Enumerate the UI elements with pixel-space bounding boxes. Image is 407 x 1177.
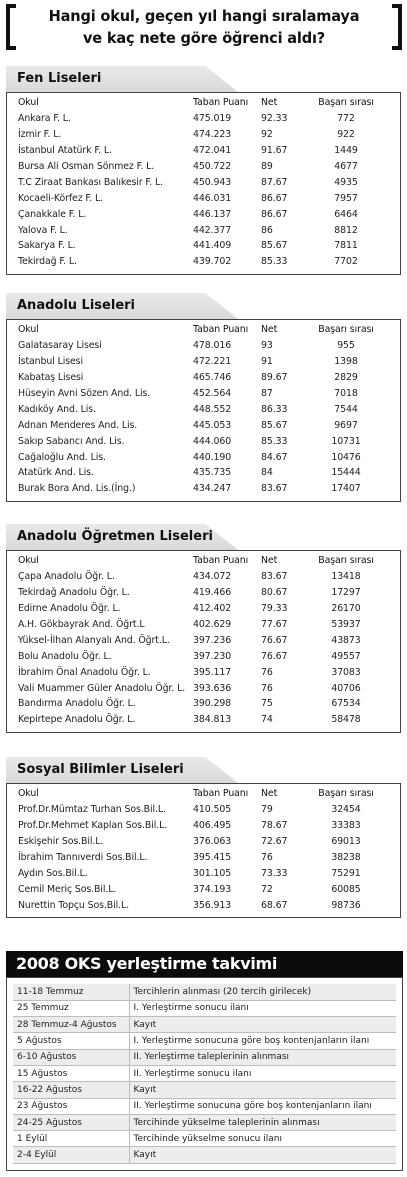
calendar-row bbox=[13, 1065, 396, 1081]
calendar-row bbox=[13, 1017, 396, 1033]
success-rank: 2829 bbox=[334, 372, 358, 384]
school-name: Edirne Anadolu Öğr. L. bbox=[18, 603, 121, 615]
base-score: 434.072 bbox=[193, 571, 232, 583]
net-score: 75 bbox=[261, 698, 273, 710]
section-table-box bbox=[6, 319, 401, 502]
success-rank: 69013 bbox=[331, 836, 361, 848]
base-score: 440.190 bbox=[193, 451, 232, 463]
calendar-row bbox=[13, 1082, 396, 1098]
net-score: 76.67 bbox=[261, 650, 288, 662]
calendar-event: Kayıt bbox=[129, 1147, 396, 1163]
calendar-event: Tercihinde yükselme taleplerinin alınması bbox=[129, 1114, 396, 1130]
success-rank: 7018 bbox=[334, 388, 358, 399]
success-rank: 4677 bbox=[334, 161, 358, 172]
title-line-1: Hangi okul, geçen yıl hangi sıralamaya bbox=[48, 7, 360, 25]
base-score: 435.735 bbox=[193, 467, 232, 479]
calendar-row bbox=[13, 1131, 396, 1147]
success-rank: 37083 bbox=[331, 666, 361, 678]
school-name: Eskişehir Sos.Bil.L. bbox=[18, 836, 104, 848]
net-score: 89.67 bbox=[261, 372, 288, 384]
school-name: Prof.Dr.Mümtaz Turhan Sos.Bil.L. bbox=[18, 804, 166, 816]
net-score: 87.67 bbox=[261, 176, 288, 188]
calendar-title: 2008 OKS yerleştirme takvimi bbox=[6, 951, 403, 977]
net-score: 92.33 bbox=[261, 113, 288, 125]
net-score: 76.67 bbox=[261, 634, 288, 646]
section-fen-liseleri bbox=[6, 66, 401, 275]
success-rank: 7544 bbox=[334, 403, 358, 415]
base-score: 395.415 bbox=[193, 852, 232, 863]
net-score: 74 bbox=[261, 714, 273, 726]
table-row bbox=[7, 680, 400, 696]
base-score: 472.221 bbox=[193, 356, 232, 368]
section-tab bbox=[6, 66, 238, 92]
table-header-row bbox=[7, 322, 400, 338]
table-row bbox=[7, 712, 400, 728]
table-row bbox=[7, 111, 400, 127]
school-name: Yalova F. L. bbox=[18, 224, 68, 236]
base-score: 393.636 bbox=[193, 682, 232, 694]
school-name: T.C Ziraat Bankası Balıkesir F. L. bbox=[18, 176, 163, 188]
base-score: 406.495 bbox=[193, 820, 232, 832]
section-title: Fen Liseleri bbox=[17, 71, 102, 86]
school-name: Bandırma Anadolu Öğr. L. bbox=[18, 698, 136, 710]
net-score: 87 bbox=[261, 388, 273, 399]
school-name: Çapa Anadolu Öğr. L. bbox=[18, 571, 115, 583]
calendar-event: Tercihlerin alınması (20 tercih girilecek) bbox=[129, 984, 396, 1000]
school-name: Cemil Meriç Sos.Bil.L. bbox=[18, 883, 117, 895]
net-score: 79 bbox=[261, 804, 273, 816]
section-title: Sosyal Bilimler Liseleri bbox=[17, 762, 184, 777]
base-score: 356.913 bbox=[193, 899, 232, 911]
base-score: 450.722 bbox=[193, 161, 232, 172]
left-bracket bbox=[6, 4, 16, 50]
success-rank: 38238 bbox=[331, 852, 361, 863]
calendar-row bbox=[13, 1147, 396, 1163]
calendar-event: II. Yerleştirme taleplerinin alınması bbox=[129, 1049, 396, 1065]
base-score: 450.943 bbox=[193, 176, 232, 188]
column-header-net: Net bbox=[261, 97, 278, 109]
school-name: Cağaloğlu And. Lis. bbox=[18, 451, 106, 463]
column-header-base-score: Taban Puanı bbox=[193, 788, 249, 800]
column-header-school: Okul bbox=[18, 555, 39, 567]
table-row bbox=[7, 881, 400, 897]
base-score: 445.053 bbox=[193, 419, 232, 431]
net-score: 86.67 bbox=[261, 192, 288, 204]
success-rank: 7702 bbox=[334, 256, 358, 268]
success-rank: 1398 bbox=[334, 356, 358, 368]
calendar-date: 2-4 Eylül bbox=[13, 1147, 129, 1163]
section-table-box bbox=[6, 783, 401, 918]
school-name: İstanbul Atatürk F. L. bbox=[18, 145, 112, 157]
success-rank: 922 bbox=[337, 129, 355, 141]
school-name: Galatasaray Lisesi bbox=[18, 340, 102, 352]
net-score: 85.67 bbox=[261, 419, 288, 431]
success-rank: 40706 bbox=[331, 682, 361, 694]
base-score: 448.552 bbox=[193, 403, 232, 415]
success-rank: 17407 bbox=[331, 483, 361, 495]
table-row bbox=[7, 481, 400, 497]
calendar-box bbox=[6, 977, 403, 1171]
school-name: Burak Bora And. Lis.(İng.) bbox=[18, 483, 136, 495]
column-header-rank: Başarı sırası bbox=[318, 324, 374, 336]
section-title: Anadolu Öğretmen Liseleri bbox=[17, 529, 213, 544]
calendar-event: II. Yerleştirme sonucu ilanı bbox=[129, 1065, 396, 1081]
net-score: 68.67 bbox=[261, 899, 288, 911]
school-name: Ankara F. L. bbox=[18, 113, 71, 125]
table-row bbox=[7, 865, 400, 881]
table-row bbox=[7, 664, 400, 680]
net-score: 85.33 bbox=[261, 256, 288, 268]
net-score: 83.67 bbox=[261, 571, 288, 583]
page-title bbox=[31, 5, 377, 49]
success-rank: 6464 bbox=[334, 208, 358, 220]
base-score: 412.402 bbox=[193, 603, 232, 615]
calendar-date: 6-10 Ağustos bbox=[13, 1049, 129, 1065]
base-score: 376.063 bbox=[193, 836, 232, 848]
base-score: 441.409 bbox=[193, 240, 232, 252]
net-score: 76 bbox=[261, 682, 273, 694]
base-score: 439.702 bbox=[193, 256, 232, 268]
table-row bbox=[7, 696, 400, 712]
net-score: 91 bbox=[261, 356, 273, 368]
base-score: 475.019 bbox=[193, 113, 232, 125]
base-score: 442.377 bbox=[193, 224, 232, 236]
calendar-row bbox=[13, 984, 396, 1000]
net-score: 76 bbox=[261, 852, 273, 863]
success-rank: 4935 bbox=[334, 176, 358, 188]
section-title: Anadolu Liseleri bbox=[17, 298, 135, 313]
section-tab bbox=[6, 293, 238, 319]
table-row bbox=[7, 897, 400, 913]
success-rank: 7957 bbox=[334, 192, 358, 204]
calendar-row bbox=[13, 1000, 396, 1016]
calendar-date: 15 Ağustos bbox=[13, 1065, 129, 1081]
base-score: 410.505 bbox=[193, 804, 232, 816]
right-bracket bbox=[392, 4, 402, 50]
school-name: Kocaeli-Körfez F. L. bbox=[18, 192, 103, 204]
base-score: 446.031 bbox=[193, 192, 232, 204]
net-score: 86.67 bbox=[261, 208, 288, 220]
net-score: 77.67 bbox=[261, 619, 288, 630]
base-score: 452.564 bbox=[193, 388, 232, 399]
section-anadolu-ogretmen-liseleri bbox=[6, 524, 401, 733]
table-row bbox=[7, 601, 400, 617]
table-row bbox=[7, 585, 400, 601]
school-table bbox=[7, 322, 400, 497]
section-anadolu-liseleri bbox=[6, 293, 401, 502]
school-name: Çanakkale F. L. bbox=[18, 208, 87, 220]
table-header-row bbox=[7, 95, 400, 111]
net-score: 80.67 bbox=[261, 587, 288, 599]
net-score: 92 bbox=[261, 129, 273, 141]
table-row bbox=[7, 802, 400, 818]
table-header-row bbox=[7, 553, 400, 569]
calendar-date: 1 Eylül bbox=[13, 1131, 129, 1147]
table-row bbox=[7, 569, 400, 585]
net-score: 89 bbox=[261, 161, 273, 172]
base-score: 397.230 bbox=[193, 650, 232, 662]
column-header-net: Net bbox=[261, 788, 278, 800]
school-name: Sakarya F. L. bbox=[18, 240, 76, 252]
section-sosyal-bilimler-liseleri bbox=[6, 757, 401, 918]
table-row bbox=[7, 632, 400, 648]
calendar-row bbox=[13, 1114, 396, 1130]
table-row bbox=[7, 222, 400, 238]
column-header-rank: Başarı sırası bbox=[318, 97, 374, 109]
table-row bbox=[7, 834, 400, 850]
school-name: Prof.Dr.Mehmet Kaplan Sos.Bil.L. bbox=[18, 820, 168, 832]
school-name: İbrahim Önal Anadolu Öğr. L. bbox=[18, 666, 151, 678]
net-score: 83.67 bbox=[261, 483, 288, 495]
calendar-table bbox=[13, 984, 396, 1164]
success-rank: 10476 bbox=[331, 451, 361, 463]
calendar-date: 28 Temmuz-4 Ağustos bbox=[13, 1017, 129, 1033]
school-name: Hüseyin Avni Sözen And. Lis. bbox=[18, 388, 151, 399]
base-score: 444.060 bbox=[193, 435, 232, 447]
school-name: İbrahim Tannıverdi Sos.Bil.L. bbox=[18, 852, 148, 863]
base-score: 397.236 bbox=[193, 634, 232, 646]
net-score: 73.33 bbox=[261, 867, 288, 879]
success-rank: 772 bbox=[337, 113, 355, 125]
table-row bbox=[7, 818, 400, 834]
table-row bbox=[7, 401, 400, 417]
table-row bbox=[7, 386, 400, 402]
success-rank: 9697 bbox=[334, 419, 358, 431]
net-score: 93 bbox=[261, 340, 273, 352]
calendar-event: II. Yerleştirme sonucuna göre boş kontenjanların ilanı bbox=[129, 1098, 396, 1114]
calendar-date: 25 Temmuz bbox=[13, 1000, 129, 1016]
table-row bbox=[7, 433, 400, 449]
table-row bbox=[7, 370, 400, 386]
calendar-event: Tercihinde yükselme sonucu ilanı bbox=[129, 1131, 396, 1147]
calendar-date: 23 Ağustos bbox=[13, 1098, 129, 1114]
school-table bbox=[7, 95, 400, 270]
table-row bbox=[7, 206, 400, 222]
net-score: 76 bbox=[261, 666, 273, 678]
table-header-row bbox=[7, 786, 400, 802]
school-name: Sakıp Sabancı And. Lis. bbox=[18, 435, 125, 447]
column-header-school: Okul bbox=[18, 97, 39, 109]
net-score: 84 bbox=[261, 467, 273, 479]
base-score: 465.746 bbox=[193, 372, 232, 384]
column-header-rank: Başarı sırası bbox=[318, 788, 374, 800]
school-name: Vali Muammer Güler Anadolu Öğr. L. bbox=[18, 682, 186, 694]
success-rank: 955 bbox=[337, 340, 355, 352]
net-score: 79.33 bbox=[261, 603, 288, 615]
title-line-2: ve kaç nete göre öğrenci aldı? bbox=[82, 29, 326, 47]
base-score: 419.466 bbox=[193, 587, 232, 599]
success-rank: 32454 bbox=[331, 804, 361, 816]
success-rank: 15444 bbox=[331, 467, 361, 479]
column-header-net: Net bbox=[261, 555, 278, 567]
section-table-box bbox=[6, 550, 401, 733]
table-row bbox=[7, 159, 400, 175]
success-rank: 33383 bbox=[331, 820, 361, 832]
school-name: Atatürk And. Lis. bbox=[18, 467, 94, 479]
table-row bbox=[7, 354, 400, 370]
net-score: 78.67 bbox=[261, 820, 288, 832]
base-score: 446.137 bbox=[193, 208, 232, 220]
column-header-net: Net bbox=[261, 324, 278, 336]
calendar-event: I. Yerleştirme sonucu ilanı bbox=[129, 1000, 396, 1016]
net-score: 72 bbox=[261, 883, 273, 895]
calendar-date: 24-25 Ağustos bbox=[13, 1114, 129, 1130]
success-rank: 53937 bbox=[331, 619, 361, 630]
table-row bbox=[7, 174, 400, 190]
school-name: Nurettin Topçu Sos.Bil.L. bbox=[18, 899, 130, 911]
table-row bbox=[7, 127, 400, 143]
school-name: Adnan Menderes And. Lis. bbox=[18, 419, 138, 431]
column-header-school: Okul bbox=[18, 788, 39, 800]
table-row bbox=[7, 190, 400, 206]
net-score: 86.33 bbox=[261, 403, 288, 415]
base-score: 374.193 bbox=[193, 883, 232, 895]
school-name: İzmir F. L. bbox=[18, 129, 62, 141]
base-score: 395.117 bbox=[193, 666, 232, 678]
net-score: 84.67 bbox=[261, 451, 288, 463]
table-row bbox=[7, 417, 400, 433]
success-rank: 98736 bbox=[331, 899, 361, 911]
calendar-row bbox=[13, 1098, 396, 1114]
success-rank: 75291 bbox=[331, 867, 361, 879]
calendar-date: 11-18 Temmuz bbox=[13, 984, 129, 1000]
base-score: 301.105 bbox=[193, 867, 232, 879]
calendar-date: 16-22 Ağustos bbox=[13, 1082, 129, 1098]
school-name: Tekirdağ Anadolu Öğr. L. bbox=[18, 587, 130, 599]
net-score: 91.67 bbox=[261, 145, 288, 157]
calendar-event: Kayıt bbox=[129, 1082, 396, 1098]
school-name: Bursa Ali Osman Sönmez F. L. bbox=[18, 161, 155, 172]
column-header-school: Okul bbox=[18, 324, 39, 336]
school-table bbox=[7, 786, 400, 913]
table-row bbox=[7, 238, 400, 254]
table-row bbox=[7, 254, 400, 270]
column-header-base-score: Taban Puanı bbox=[193, 555, 249, 567]
success-rank: 67534 bbox=[331, 698, 361, 710]
school-name: İstanbul Lisesi bbox=[18, 356, 83, 368]
net-score: 85.33 bbox=[261, 435, 288, 447]
success-rank: 43873 bbox=[331, 634, 361, 646]
table-row bbox=[7, 143, 400, 159]
base-score: 478.016 bbox=[193, 340, 232, 352]
table-row bbox=[7, 338, 400, 354]
table-row bbox=[7, 617, 400, 633]
success-rank: 60085 bbox=[331, 883, 361, 895]
school-name: A.H. Gökbayrak And. Öğrt.L bbox=[18, 619, 145, 630]
column-header-base-score: Taban Puanı bbox=[193, 324, 249, 336]
calendar-row bbox=[13, 1033, 396, 1049]
school-name: Yüksel-İlhan Alanyalı And. Öğrt.L. bbox=[18, 634, 170, 646]
net-score: 86 bbox=[261, 224, 273, 236]
success-rank: 26170 bbox=[331, 603, 361, 615]
success-rank: 8812 bbox=[334, 224, 358, 236]
calendar-event: I. Yerleştirme sonucuna göre boş kontenjanların ilanı bbox=[129, 1033, 396, 1049]
school-name: Kadıköy And. Lis. bbox=[18, 403, 96, 415]
table-row bbox=[7, 850, 400, 866]
school-name: Kabataş Lisesi bbox=[18, 372, 84, 384]
placement-calendar bbox=[6, 951, 403, 1171]
section-tab bbox=[6, 524, 238, 550]
base-score: 384.813 bbox=[193, 714, 232, 726]
column-header-rank: Başarı sırası bbox=[318, 555, 374, 567]
calendar-date: 5 Ağustos bbox=[13, 1033, 129, 1049]
success-rank: 58478 bbox=[331, 714, 361, 726]
success-rank: 49557 bbox=[331, 650, 361, 662]
table-row bbox=[7, 648, 400, 664]
net-score: 85.67 bbox=[261, 240, 288, 252]
base-score: 402.629 bbox=[193, 619, 232, 630]
section-tab bbox=[6, 757, 238, 783]
base-score: 434.247 bbox=[193, 483, 232, 495]
page-header bbox=[6, 4, 402, 54]
base-score: 474.223 bbox=[193, 129, 232, 141]
school-table bbox=[7, 553, 400, 728]
section-table-box bbox=[6, 92, 401, 275]
success-rank: 17297 bbox=[331, 587, 361, 599]
success-rank: 7811 bbox=[334, 240, 358, 252]
base-score: 390.298 bbox=[193, 698, 232, 710]
school-name: Tekirdağ F. L. bbox=[18, 256, 77, 268]
school-name: Bolu Anadolu Öğr. L. bbox=[18, 650, 112, 662]
base-score: 472.041 bbox=[193, 145, 232, 157]
calendar-row bbox=[13, 1049, 396, 1065]
success-rank: 1449 bbox=[334, 145, 358, 157]
success-rank: 10731 bbox=[331, 435, 361, 447]
school-name: Aydın Sos.Bil.L. bbox=[18, 867, 88, 879]
calendar-event: Kayıt bbox=[129, 1017, 396, 1033]
column-header-base-score: Taban Puanı bbox=[193, 97, 249, 109]
table-row bbox=[7, 465, 400, 481]
success-rank: 13418 bbox=[331, 571, 361, 583]
net-score: 72.67 bbox=[261, 836, 288, 848]
table-row bbox=[7, 449, 400, 465]
school-name: Kepirtepe Anadolu Öğr. L. bbox=[18, 714, 136, 726]
